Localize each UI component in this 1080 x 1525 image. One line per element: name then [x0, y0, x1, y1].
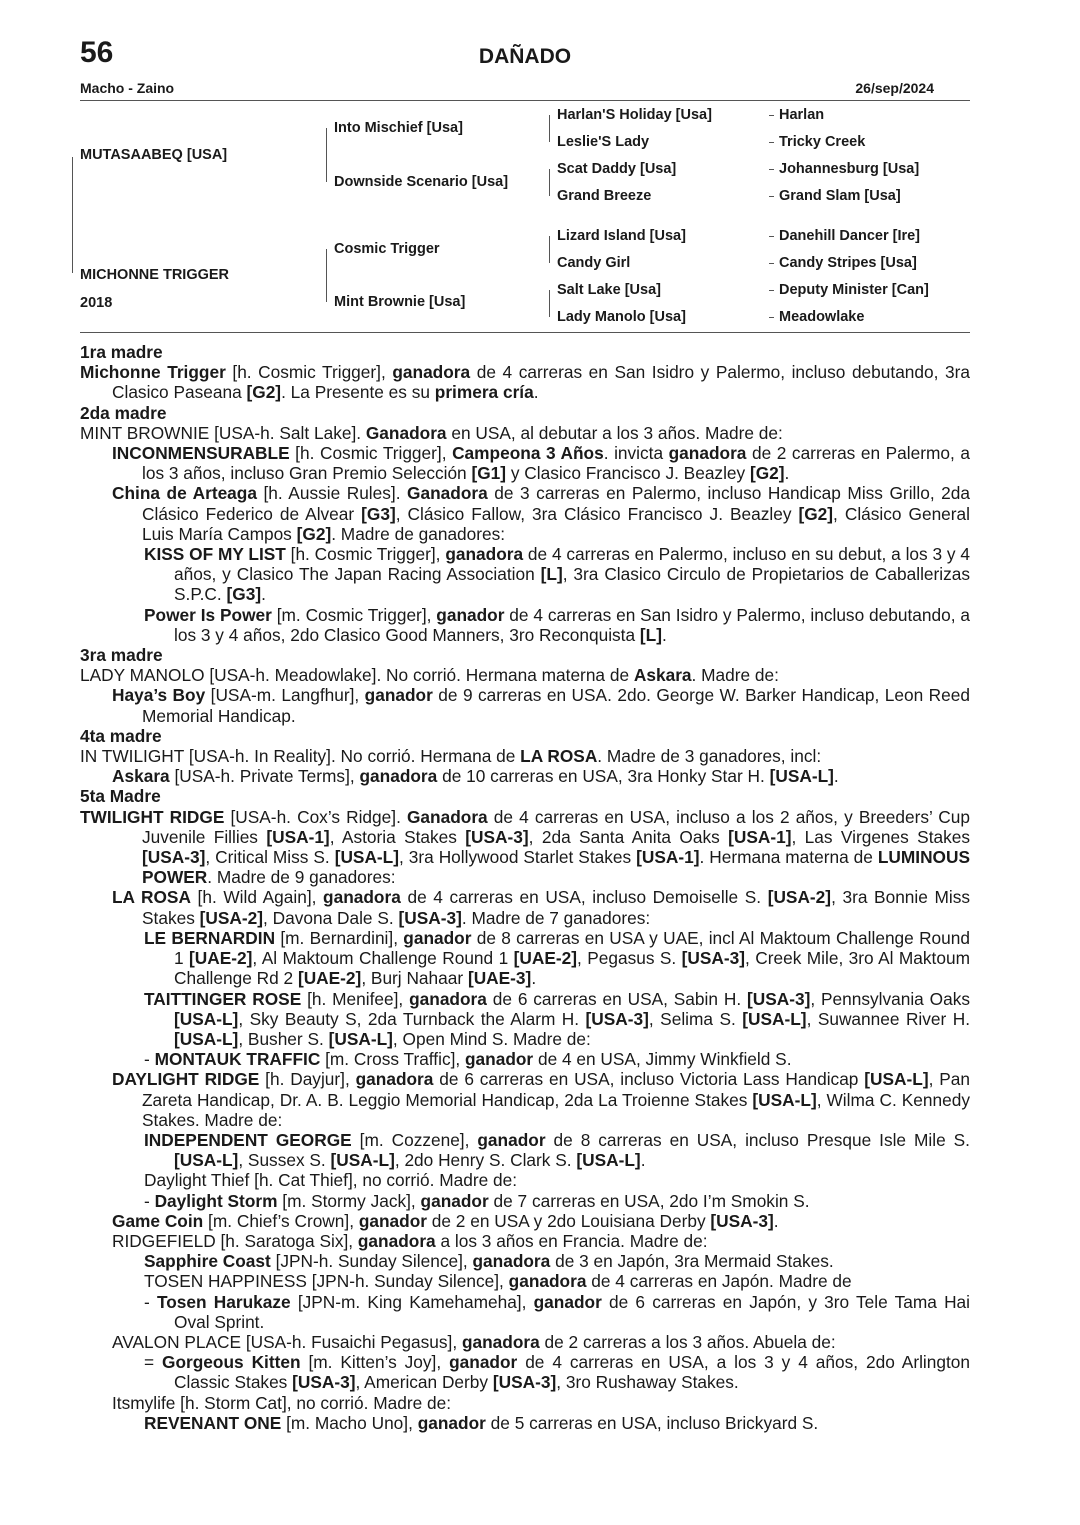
paragraph: Michonne Trigger [h. Cosmic Trigger], ganadora de 4 carreras en San Isidro y Palermo, incluso debutando, 3ra Clasico Paseana [G2]. La Presente es su primera cría.	[80, 362, 970, 403]
gen4-dash	[769, 169, 774, 170]
gen4-dash	[769, 263, 774, 264]
gen3-6: Candy Girl	[557, 255, 631, 271]
bold-run: [USA-2]	[767, 887, 832, 908]
paragraph: TAITTINGER ROSE [h. Menifee], ganadora de 6 carreras en USA, Sabin H. [USA-3], Pennsylvania Oaks [USA-L], Sky Beauty S, 2da Turnback the Alarm H. [USA-3], Selima S. [USA-L], Suwannee River H. [USA-L], Busher S. [USA-L], Open Mind S. Madre de:	[144, 988, 971, 1049]
bold-run: Haya’s Boy	[112, 685, 206, 706]
paragraph: Daylight Thief [h. Cat Thief], no corrió. Madre de:	[144, 1170, 518, 1191]
gen4-dash	[769, 196, 774, 197]
bold-run: [USA-3]	[398, 907, 462, 928]
paragraph: Askara [USA-h. Private Terms], ganadora de 10 carreras en USA, 3ra Honky Star H. [USA-L].	[112, 766, 839, 787]
gen4-7: Deputy Minister [Can]	[779, 282, 929, 298]
paragraph: RIDGEFIELD [h. Saratoga Six], ganadora a los 3 años en Francia. Madre de:	[112, 1230, 708, 1251]
bold-run: ganadora	[472, 1251, 551, 1272]
bold-run: [USA-L]	[742, 1008, 807, 1029]
bold-run: [USA-3]	[465, 826, 529, 847]
paragraph: LE BERNARDIN [m. Bernardini], ganador de 8 carreras en USA y UAE, incl Al Maktoum Challenge Round 1 [UAE-2], Al Maktoum Challenge Round 1 [UAE-2], Pegasus S. [USA-3], Creek Mile, 3ro Al Maktoum Challenge Rd 2 [UAE-2], Burj Nahaar [UAE-3].	[144, 927, 970, 989]
dam-sire: Cosmic Trigger	[334, 241, 440, 257]
gen4-8: Meadowlake	[779, 309, 865, 325]
horse-name: DAÑADO	[478, 45, 572, 68]
bold-run: [G2]	[798, 503, 834, 524]
gen4-dash	[769, 236, 774, 237]
lot-number: 56	[80, 36, 114, 69]
bold-run: [UAE-3]	[467, 968, 532, 989]
bold-run: Tosen Harukaze	[156, 1291, 291, 1312]
sire-sire: Into Mischief [Usa]	[334, 120, 463, 136]
bold-run: Daylight Storm	[154, 1190, 278, 1211]
bold-run: ganador	[364, 685, 433, 706]
gen3-8: Lady Manolo [Usa]	[557, 309, 686, 325]
gen2-bracket-bottom	[326, 249, 327, 302]
bold-run: Askara	[112, 766, 170, 787]
bold-run: Campeona 3 Años	[452, 443, 604, 464]
gen4-3: Johannesburg [Usa]	[779, 161, 920, 177]
gen4-dash	[769, 290, 774, 291]
bold-run: REVENANT ONE	[144, 1412, 282, 1433]
bold-run: Power Is Power	[144, 604, 272, 625]
paragraph: REVENANT ONE [m. Macho Uno], ganador de 5 carreras en USA, incluso Brickyard S.	[144, 1412, 819, 1433]
gen3-5: Lizard Island [Usa]	[557, 228, 686, 244]
bold-run: [USA-L]	[864, 1069, 929, 1090]
bold-run: [USA-2]	[199, 907, 264, 928]
bold-run: ganador	[358, 1210, 427, 1231]
bold-run: ganadora	[409, 988, 487, 1009]
gen4-4: Grand Slam [Usa]	[779, 188, 901, 204]
bold-run: DAYLIGHT RIDGE	[112, 1069, 260, 1090]
bold-run: [USA-3]	[292, 1372, 356, 1393]
bold-run: [G3]	[226, 584, 262, 605]
section-heading: 2da madre	[80, 402, 167, 423]
bold-run: ganadora	[323, 887, 401, 908]
bold-run: [USA-3]	[746, 988, 811, 1009]
paragraph: Power Is Power [m. Cosmic Trigger], ganador de 4 carreras en San Isidro y Palermo, incluso debutando, a los 3 y 4 años, 2do Clasico Good Manners, 3ro Reconquista [L].	[144, 604, 970, 645]
bold-run: [USA-L]	[752, 1089, 817, 1110]
paragraph: = Gorgeous Kitten [m. Kitten’s Joy], ganador de 4 carreras en USA, a los 3 y 4 años, 2do Arlington Classic Stakes [USA-3], American Derby [USA-3], 3ro Rushaway Stakes.	[144, 1352, 970, 1393]
paragraph: - Tosen Harukaze [JPN-m. King Kamehameha], ganador de 6 carreras en Japón, y 3ro Tele Tama Hai Oval Sprint.	[144, 1291, 971, 1332]
bold-run: [USA-L]	[174, 1150, 239, 1171]
bold-run: [USA-1]	[728, 826, 792, 847]
gen1-bracket	[72, 157, 73, 273]
bold-run: KISS OF MY LIST	[144, 544, 286, 565]
paragraph: Itsmylife [h. Storm Cat], no corrió. Madre de:	[112, 1392, 452, 1413]
gen4-dash	[769, 142, 774, 143]
bold-run: ganadora	[445, 544, 524, 565]
bold-run: [L]	[639, 624, 662, 645]
gen4-5: Danehill Dancer [Ire]	[779, 228, 921, 244]
bold-run: TAITTINGER ROSE	[144, 988, 302, 1009]
gen4-dash	[769, 317, 774, 318]
gen4-6: Candy Stripes [Usa]	[779, 255, 917, 271]
bold-run: Sapphire Coast	[144, 1251, 271, 1272]
paragraph: IN TWILIGHT [USA-h. In Reality]. No corrió. Hermana de LA ROSA. Madre de 3 ganadores, incl:	[80, 746, 822, 767]
bold-run: [USA-L]	[174, 1008, 239, 1029]
bold-run: primera cría	[434, 382, 534, 403]
paragraph: LADY MANOLO [USA-h. Meadowlake]. No corrió. Hermana materna de Askara. Madre de:	[80, 665, 779, 686]
bold-run: ganadora	[359, 766, 438, 787]
paragraph: AVALON PLACE [USA-h. Fusaichi Pegasus], ganadora de 2 carreras a los 3 años. Abuela de:	[112, 1331, 836, 1352]
bold-run: ganador	[464, 1049, 534, 1070]
gen3-1: Harlan'S Holiday [Usa]	[557, 107, 712, 123]
bold-run: [G3]	[361, 503, 396, 524]
bold-run: [UAE-2]	[513, 948, 577, 969]
bold-run: ganador	[449, 1352, 518, 1373]
bold-run: Gorgeous Kitten	[162, 1352, 301, 1373]
dam-year: 2018	[80, 295, 113, 311]
paragraph: China de Arteaga [h. Aussie Rules]. Ganadora de 3 carreras en Palermo, incluso Handicap Miss Grillo, 2da Clásico Federico de Alvear [G3], Clásico Fallow, 3ra Clásico Francisco J. Beazley [G2], Clásico General Luis María Campos [G2]. Madre de ganadores:	[112, 483, 970, 544]
bold-run: [USA-L]	[576, 1150, 641, 1171]
gen4-1: Harlan	[779, 107, 825, 123]
paragraph: Sapphire Coast [JPN-h. Sunday Silence], ganadora de 3 en Japón, 3ra Mermaid Stakes.	[144, 1251, 834, 1272]
bold-run: [G2]	[246, 382, 282, 403]
gen3-bracket	[549, 115, 550, 142]
section-heading: 4ta madre	[80, 725, 162, 746]
paragraph: Haya’s Boy [USA-m. Langfhur], ganador de 9 carreras en USA. 2do. George W. Barker Handicap, Leon Reed Memorial Handicap.	[112, 685, 970, 726]
bold-run: ganadora	[461, 1331, 540, 1352]
gen3-bracket	[549, 290, 550, 317]
bold-run: [USA-L]	[174, 1028, 239, 1049]
sire: MUTASAABEQ [USA]	[80, 147, 228, 163]
bold-run: Michonne Trigger	[80, 362, 226, 383]
paragraph: - Daylight Storm [m. Stormy Jack], ganador de 7 carreras en USA, 2do I’m Smokin S.	[144, 1190, 810, 1211]
paragraph: Game Coin [m. Chief’s Crown], ganador de 2 en USA y 2do Louisiana Derby [USA-3].	[112, 1210, 779, 1231]
bold-run: [USA-L]	[330, 1150, 395, 1171]
bold-run: ganadora	[668, 443, 747, 464]
paragraph: TOSEN HAPPINESS [JPN-h. Sunday Silence], ganadora de 4 carreras en Japón. Madre de	[144, 1271, 852, 1292]
bold-run: LA ROSA	[112, 887, 191, 908]
paragraph: DAYLIGHT RIDGE [h. Dayjur], ganadora de 6 carreras en USA, incluso Victoria Lass Handicap [USA-L], Pan Zareta Handicap, Dr. A. B. Leggio Memorial Handicap, 2da La Troienne Stakes [USA-L], Wilma C. Kennedy Stakes. Madre de:	[112, 1069, 970, 1130]
bold-run: [USA-L]	[334, 847, 399, 868]
gen3-3: Scat Daddy [Usa]	[557, 161, 677, 177]
catalog-date: 26/sep/2024	[855, 80, 934, 96]
bold-run: ganador	[420, 1190, 489, 1211]
paragraph: MINT BROWNIE [USA-h. Salt Lake]. Ganadora en USA, al debutar a los 3 años. Madre de:	[80, 422, 783, 443]
bold-run: [USA-3]	[681, 948, 746, 969]
bold-run: [UAE-2]	[297, 968, 362, 989]
bold-run: [USA-1]	[266, 826, 330, 847]
bold-run: INCONMENSURABLE	[112, 443, 290, 464]
section-heading: 3ra madre	[80, 645, 163, 666]
bold-run: ganadora	[355, 1069, 434, 1090]
bold-run: [USA-L]	[769, 766, 834, 787]
bold-run: ganador	[436, 604, 505, 625]
gen3-bracket	[549, 236, 550, 263]
bold-run: LUMINOUS POWER	[142, 847, 971, 888]
bold-run: [USA-3]	[142, 847, 206, 868]
gen3-2: Leslie'S Lady	[557, 134, 650, 150]
bold-run: [USA-1]	[636, 847, 700, 868]
bold-run: ganador	[403, 927, 472, 948]
sire-dam: Downside Scenario [Usa]	[334, 174, 509, 190]
bold-run: [USA-L]	[328, 1028, 393, 1049]
bold-run: Ganadora	[406, 806, 488, 827]
bold-run: [UAE-2]	[189, 948, 253, 969]
bold-run: [L]	[540, 564, 563, 585]
bold-run: Ganadora	[365, 422, 447, 443]
bold-run: ganador	[417, 1412, 486, 1433]
gen2-bracket-top	[326, 128, 327, 182]
bold-run: Ganadora	[407, 483, 488, 504]
bold-run: ganador	[533, 1291, 602, 1312]
bold-run: LA ROSA	[520, 746, 598, 767]
sex-color: Macho - Zaino	[80, 80, 175, 96]
header-rule	[80, 100, 970, 101]
paragraph: INDEPENDENT GEORGE [m. Cozzene], ganador de 8 carreras en USA, incluso Presque Isle Mile S. [USA-L], Sussex S. [USA-L], 2do Henry S. Clark S. [USA-L].	[144, 1129, 970, 1171]
bold-run: ganadora	[508, 1271, 587, 1292]
section-heading: 1ra madre	[80, 342, 163, 362]
paragraph: KISS OF MY LIST [h. Cosmic Trigger], ganadora de 4 carreras en Palermo, incluso en su debut, a los 3 y 4 años, y Clasico The Japan Racing Association [L], 3ra Clasico Circulo de Propietarios de Caballerizas S.P.C. [G3].	[144, 544, 970, 605]
pedigree-rule	[80, 332, 970, 333]
family-text	[80, 342, 970, 1433]
bold-run: China de Arteaga	[112, 483, 257, 504]
gen3-4: Grand Breeze	[557, 188, 652, 204]
dam-dam: Mint Brownie [Usa]	[334, 294, 466, 310]
paragraph: INCONMENSURABLE [h. Cosmic Trigger], Campeona 3 Años. invicta ganadora de 2 carreras en Palermo, a los 3 años, incluso Gran Premio Selección [G1] y Clasico Francisco J. Beazley [G2].	[112, 443, 970, 484]
bold-run: ganadora	[357, 1230, 436, 1251]
bold-run: [USA-3]	[492, 1372, 557, 1393]
paragraph: LA ROSA [h. Wild Again], ganadora de 4 carreras en USA, incluso Demoiselle S. [USA-2], 3ra Bonnie Miss Stakes [USA-2], Davona Dale S. [USA-3]. Madre de 7 ganadores:	[112, 887, 970, 928]
bold-run: LE BERNARDIN	[144, 927, 276, 948]
paragraph: - MONTAUK TRAFFIC [m. Cross Traffic], ganador de 4 en USA, Jimmy Winkfield S.	[144, 1049, 792, 1070]
gen4-dash	[769, 115, 774, 116]
paragraph: TWILIGHT RIDGE [USA-h. Cox’s Ridge]. Ganadora de 4 carreras en USA, incluso a los 2 años, y Breeders’ Cup Juvenile Fillies [USA-1], Astoria Stakes [USA-3], 2da Santa Anita Oaks [USA-1], Las Virgenes Stakes [USA-3], Critical Miss S. [USA-L], 3ra Hollywood Starlet Stakes [USA-1]. Hermana materna de LUMINOUS POWER. Madre de 9 ganadores:	[80, 806, 971, 888]
bold-run: Game Coin	[112, 1210, 204, 1231]
gen3-bracket	[549, 169, 550, 196]
dam: MICHONNE TRIGGER	[80, 267, 230, 283]
gen3-7: Salt Lake [Usa]	[557, 282, 661, 298]
gen4-2: Tricky Creek	[779, 134, 866, 150]
bold-run: TWILIGHT RIDGE	[80, 806, 225, 827]
bold-run: [USA-3]	[710, 1210, 774, 1231]
section-heading: 5ta Madre	[80, 786, 161, 807]
bold-run: [USA-3]	[585, 1008, 649, 1029]
bold-run: ganadora	[392, 362, 471, 383]
bold-run: [G1]	[471, 463, 507, 484]
bold-run: Askara	[633, 665, 692, 686]
bold-run: [G2]	[296, 523, 332, 544]
bold-run: MONTAUK TRAFFIC	[154, 1049, 321, 1070]
bold-run: INDEPENDENT GEORGE	[144, 1129, 352, 1150]
bold-run: ganador	[477, 1129, 546, 1150]
bold-run: [G2]	[749, 463, 785, 484]
